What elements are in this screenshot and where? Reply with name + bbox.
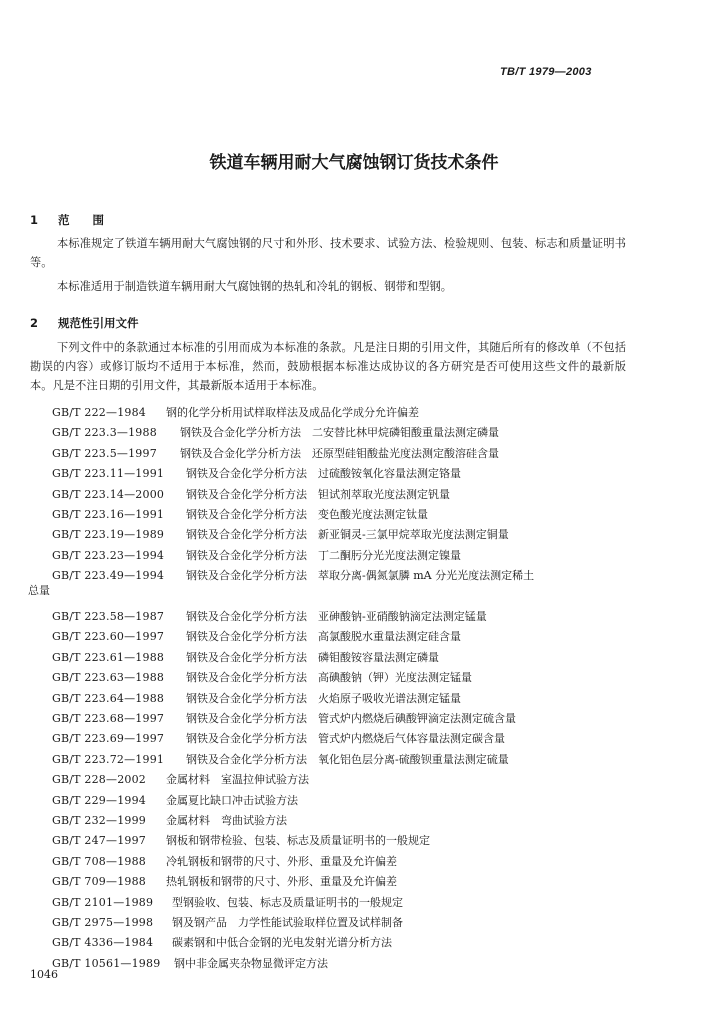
reference-item: [52, 690, 632, 706]
reference-code: GB/T 222—1984: [52, 406, 146, 419]
reference-item: [52, 812, 632, 828]
reference-title: 钢铁及合金化学分析方法 高氯酸脱水重量法测定硅含量: [186, 630, 461, 644]
page-number: 1046: [30, 968, 58, 981]
reference-code: GB/T 223.63—1988: [52, 671, 165, 685]
reference-code: GB/T 4336—1984: [52, 936, 154, 950]
reference-code: GB/T 223.68—1997: [52, 712, 165, 725]
reference-item: [52, 853, 632, 869]
reference-continuation: 总量: [28, 584, 50, 597]
reference-code: GB/T 229—1994: [52, 793, 146, 807]
reference-item: [52, 526, 632, 542]
reference-code: GB/T 223.3—1988: [52, 426, 157, 440]
reference-code: GB/T 10561—1989: [52, 956, 161, 970]
reference-title: 金属材料 室温拉伸试验方法: [166, 773, 309, 787]
reference-title: 钢铁及合金化学分析方法 管式炉内燃烧后碘酸钾滴定法测定硫含量: [186, 712, 516, 725]
reference-code: GB/T 708—1988: [52, 854, 146, 868]
reference-title: 钢铁及合金化学分析方法 高碘酸钠（钾）光度法测定锰量: [186, 671, 472, 685]
reference-title: 钢铁及合金化学分析方法 新亚铜灵-三氯甲烷萃取光度法测定铜量: [186, 528, 509, 542]
document-title: 铁道车辆用耐大气腐蚀钢订货技术条件: [209, 153, 499, 173]
reference-code: GB/T 223.5—1997: [52, 446, 157, 460]
reference-item: [52, 506, 632, 522]
reference-title: 钢铁及合金化学分析方法 氧化铝色层分离-硫酸钡重量法测定硫量: [186, 752, 509, 766]
reference-title: 钢铁及合金化学分析方法 管式炉内燃烧后气体容量法测定碳含量: [186, 732, 505, 746]
reference-item: [52, 424, 632, 440]
reference-item: [52, 669, 632, 685]
reference-title: 热轧钢板和钢带的尺寸、外形、重量及允许偏差: [166, 875, 397, 889]
reference-item: [52, 710, 632, 726]
reference-title: 金属材料 弯曲试验方法: [166, 814, 287, 827]
reference-title: 冷轧钢板和钢带的尺寸、外形、重量及允许偏差: [166, 854, 397, 868]
section-1-heading: [30, 212, 104, 228]
reference-item: [52, 914, 632, 930]
reference-title: 钢铁及合金化学分析方法 还原型硅钼酸盐光度法测定酸溶硅含量: [180, 446, 499, 460]
reference-item: [52, 730, 632, 746]
reference-code: GB/T 232—1999: [52, 814, 146, 827]
reference-item: [52, 649, 632, 665]
reference-item: [52, 751, 632, 767]
reference-title: 钢铁及合金化学分析方法 萃取分离-偶氮氯膦 mA 分光光度法测定稀土: [186, 569, 535, 583]
reference-title: 钢的化学分析用试样取样法及成品化学成分允许偏差: [166, 406, 419, 419]
reference-title: 钢铁及合金化学分析方法 丁二酮肟分光光度法测定镍量: [186, 548, 461, 562]
reference-title: 碳素钢和中低合金钢的光电发射光谱分析方法: [172, 936, 392, 950]
reference-item: [52, 771, 632, 787]
reference-code: GB/T 223.11—1991: [52, 467, 165, 481]
reference-title: 钢铁及合金化学分析方法 火焰原子吸收光谱法测定锰量: [186, 691, 461, 705]
reference-code: GB/T 709—1988: [52, 875, 146, 889]
reference-title: 钢中非金属夹杂物显微评定方法: [174, 956, 328, 970]
reference-item: [52, 955, 632, 971]
reference-item: [52, 608, 632, 624]
reference-code: GB/T 223.69—1997: [52, 732, 165, 746]
reference-code: GB/T 223.58—1987: [52, 610, 165, 623]
reference-item: [52, 832, 632, 848]
reference-title: 钢铁及合金化学分析方法 钽试剂萃取光度法测定钒量: [186, 487, 450, 501]
reference-item: [52, 547, 632, 563]
reference-code: GB/T 223.61—1988: [52, 650, 165, 664]
reference-item: [52, 445, 632, 461]
section-title: 范 围: [58, 213, 104, 227]
reference-item: [52, 404, 632, 420]
reference-code: GB/T 223.49—1994: [52, 569, 165, 583]
section-number: 2: [30, 316, 39, 330]
standard-code: TB/T 1979—2003: [500, 66, 592, 78]
reference-code: GB/T 223.23—1994: [52, 548, 165, 562]
reference-item: [52, 486, 632, 502]
reference-code: GB/T 223.19—1989: [52, 528, 165, 542]
reference-code: GB/T 223.72—1991: [52, 752, 165, 766]
reference-title: 型钢验收、包装、标志及质量证明书的一般规定: [172, 895, 403, 909]
reference-item: [52, 873, 632, 889]
reference-item: [52, 894, 632, 910]
reference-item: [52, 792, 632, 808]
section-number: 1: [30, 213, 39, 227]
reference-title: 钢板和钢带检验、包装、标志及质量证明书的一般规定: [166, 834, 430, 848]
section-title: 规范性引用文件: [58, 316, 139, 330]
reference-title: 钢及钢产品 力学性能试验取样位置及试样制备: [172, 916, 403, 929]
reference-item: [52, 934, 632, 950]
section-2-heading: [30, 315, 139, 331]
reference-title: 钢铁及合金化学分析方法 变色酸光度法测定钛量: [186, 508, 428, 521]
reference-item: [52, 465, 632, 481]
reference-code: GB/T 223.16—1991: [52, 508, 165, 521]
reference-title: 钢铁及合金化学分析方法 二安替比林甲烷磷钼酸重量法测定磷量: [180, 426, 499, 440]
reference-title: 钢铁及合金化学分析方法 亚砷酸钠-亚硝酸钠滴定法测定锰量: [186, 610, 487, 623]
section-1-paragraph-1: 本标准规定了铁道车辆用耐大气腐蚀钢的尺寸和外形、技术要求、试验方法、检验规则、包装、标志和质量证明书等。: [30, 237, 626, 269]
reference-code: GB/T 223.14—2000: [52, 487, 165, 501]
reference-code: GB/T 223.60—1997: [52, 630, 165, 644]
reference-item: [52, 628, 632, 644]
reference-code: GB/T 247—1997: [52, 834, 146, 848]
section-2-intro: 下列文件中的条款通过本标准的引用而成为本标准的条款。凡是注日期的引用文件，其随后所有的修改单（不包括勘误的内容）或修订版均不适用于本标准，然而，鼓励根据本标准达成协议的各方研究是否可使用这些文件的最新版本。凡是不注日期的引用文件，其最新版本适用于本标准。: [30, 341, 626, 392]
reference-code: GB/T 228—2002: [52, 773, 146, 787]
reference-code: GB/T 2975—1998: [52, 916, 154, 929]
reference-code: GB/T 2101—1989: [52, 895, 154, 909]
reference-title: 金属夏比缺口冲击试验方法: [166, 793, 298, 807]
reference-code: GB/T 223.64—1988: [52, 691, 165, 705]
reference-item: [52, 567, 632, 583]
section-1-paragraph-2: 本标准适用于制造铁道车辆用耐大气腐蚀钢的热轧和冷轧的钢板、钢带和型钢。: [57, 280, 453, 293]
reference-title: 钢铁及合金化学分析方法 磷钼酸铵容量法测定磷量: [186, 650, 439, 664]
reference-title: 钢铁及合金化学分析方法 过硫酸铵氧化容量法测定铬量: [186, 467, 461, 481]
